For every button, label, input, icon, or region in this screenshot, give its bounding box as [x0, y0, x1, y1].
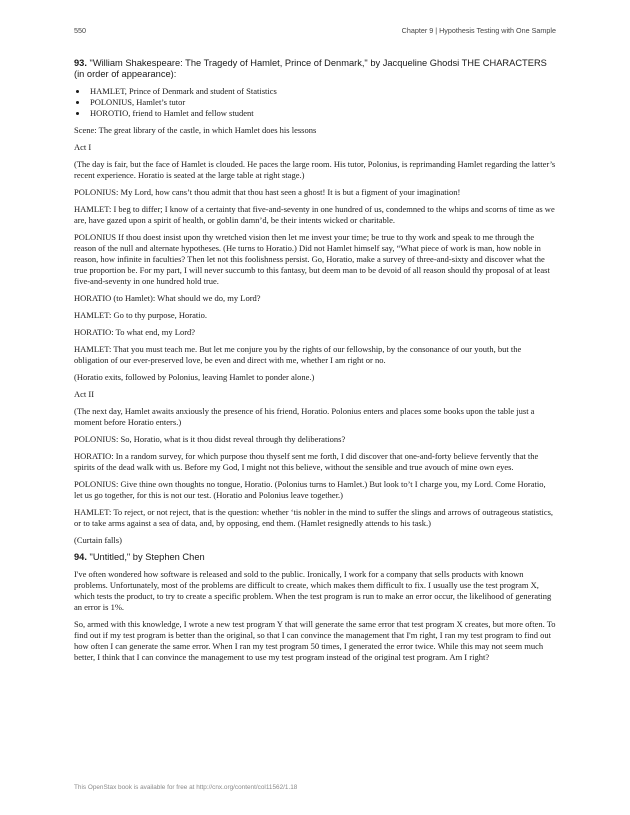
stage-direction: (The next day, Hamlet awaits anxiously the presence of his friend, Horatio. Polonius enters and places some books upon the table just a moment before Horatio enters.) [74, 406, 535, 427]
dialogue-line: POLONIUS If thou doest insist upon thy wretched vision then let me invest your time; be true to thy work and speak to me through the reason of the null and alternate hypotheses. (He turns to Horatio.) Did not Hamlet himself say, “What piece of work is man, how noble in reason, how infinite in faculties? Then let not this foolishness persist. Go, Horatio, make a survey of three-and-sixty and discover what the true proportion be. For my part, I will never succumb to this fantasy, but deem man to be devoid of all reason should thy proposal of at least five-and-seventy in one hundred hold true. [74, 232, 550, 286]
dialogue-line: POLONIUS: Give thine own thoughts no tongue, Horatio. (Polonius turns to Hamlet.) But look to’t I charge you, my Lord. Come Horatio, let us go together, for this is not our test. (Horatio and Polonius leave together.) [74, 479, 546, 500]
exercise-title: "William Shakespeare: The Tragedy of Hamlet, Prince of Denmark," by Jacqueline Ghodsi THE CHARACTERS (in order of appearance): [74, 58, 547, 79]
character-list [74, 86, 556, 119]
act-heading: Act II [74, 389, 95, 399]
stage-direction: (Horatio exits, followed by Polonius, leaving Hamlet to ponder alone.) [74, 372, 315, 382]
stage-direction: (Curtain falls) [74, 535, 122, 545]
running-header [74, 26, 556, 38]
dialogue-line: HAMLET: To reject, or not reject, that is the question: whether ‘tis nobler in the mind to suffer the slings and arrows of outrageous statistics, or to take arms against a sea of data, and, by opposing, end them. (Hamlet resignedly attends to his task.) [74, 507, 554, 528]
exercise-number: 93. [74, 58, 87, 68]
exercise-93-heading [74, 58, 556, 80]
stage-direction: (The day is fair, but the face of Hamlet is clouded. He paces the large room. His tutor, Polonius, is reprimanding Hamlet regarding the latter’s recent experience. Horatio is seated at the large table at right stage.) [74, 159, 556, 180]
dialogue-line: HAMLET: Go to thy purpose, Horatio. [74, 310, 207, 320]
dialogue-line: HORATIO (to Hamlet): What should we do, my Lord? [74, 293, 261, 303]
body-paragraph: So, armed with this knowledge, I wrote a new test program Y that will generate the same error that test program X creates, but more often. To find out if my test program is better than the original, so that I can convince the management that I'm right, I ran my test program to find out how often I can generate the same error. When I ran my test program 50 times, I generated the error twice. While this may not seem much better, I think that I can convince the management to use my test program instead of the original test program. Am I right? [74, 619, 556, 662]
exercise-94 [74, 552, 556, 663]
dialogue-line: HAMLET: I beg to differ; I know of a certainty that five-and-seventy in one hundred of us, condemned to the whips and scorns of time as we are, have gazed upon a spirit of health, or goblin damn’d, be their intents wicked or charitable. [74, 204, 555, 225]
dialogue-line: HAMLET: That you must teach me. But let me conjure you by the rights of our fellowship, by the consonance of our youth, but the obligation of our ever-preserved love, be even and direct with me, whether I am right or no. [74, 344, 522, 365]
page-number: 550 [74, 26, 86, 35]
dialogue-line: POLONIUS: My Lord, how cans’t thou admit that thou hast seen a ghost! It is but a figment of your imagination! [74, 187, 461, 197]
exercise-93 [74, 58, 556, 546]
exercise-number: 94. [74, 552, 87, 562]
body-paragraph: I've often wondered how software is released and sold to the public. Ironically, I work for a company that sells products with known problems. Unfortunately, most of the problems are difficult to create, which makes them difficult to fix. I usually use the test program X, which tests the product, to try to create a specific problem. When the test program is run to make an error occur, the likelihood of generating an error is 1%. [74, 569, 552, 612]
character-item: • POLONIUS, Hamlet’s tutor [88, 97, 556, 108]
dialogue-line: POLONIUS: So, Horatio, what is it thou didst reveal through thy deliberations? [74, 434, 346, 444]
exercise-94-heading [74, 552, 556, 563]
act-heading: Act I [74, 142, 92, 152]
page-content [74, 58, 556, 669]
exercise-title: "Untitled," by Stephen Chen [86, 552, 205, 562]
scene-line: Scene: The great library of the castle, in which Hamlet does his lessons [74, 125, 317, 135]
dialogue-line: HORATIO: To what end, my Lord? [74, 327, 196, 337]
chapter-title: Chapter 9 | Hypothesis Testing with One Sample [401, 26, 556, 35]
dialogue-line: HORATIO: In a random survey, for which purpose thou thyself sent me forth, I did discover that one-and-forty believe fervently that the spirits of the dead walk with us. Before my God, I might not this believe, without the sensible and true avouch of mine own eyes. [74, 451, 539, 472]
character-item: • HOROTIO, friend to Hamlet and fellow student [88, 108, 556, 119]
character-item: • HAMLET, Prince of Denmark and student of Statistics [88, 86, 556, 97]
page-footer: This OpenStax book is available for free at http://cnx.org/content/col11562/1.18 [74, 784, 298, 791]
